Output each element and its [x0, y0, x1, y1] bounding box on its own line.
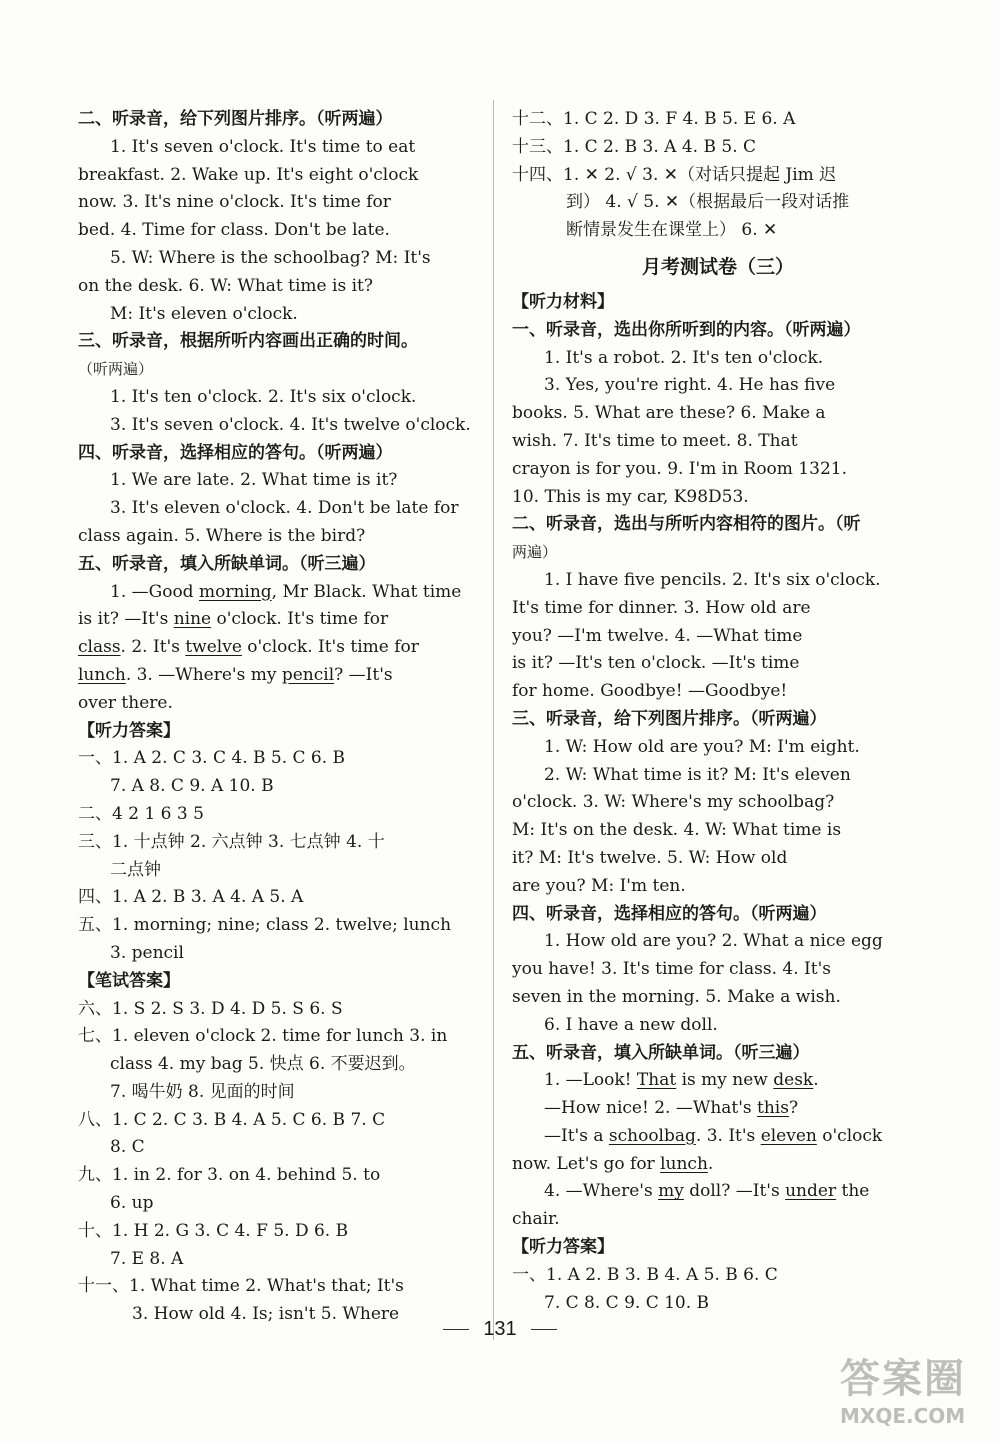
- right-line-9: 1. It's a robot. 2. It's ten o'clock.: [544, 347, 824, 368]
- right-line-16: 两遍）: [512, 543, 558, 562]
- left-line-13: 四、听录音，选择相应的答句。（听两遍）: [78, 442, 393, 463]
- left-line-11: 1. It's ten o'clock. 2. It's six o'clock.: [110, 386, 417, 407]
- right-line-29: 四、听录音，选择相应的答句。（听两遍）: [512, 903, 827, 924]
- left-line-2: 1. It's seven o'clock. It's time to eat: [110, 136, 416, 157]
- left-line-12: 3. It's seven o'clock. 4. It's twelve o'clock.: [110, 414, 471, 435]
- left-line-20: class. 2. It's twelve o'clock. It's time for: [78, 637, 419, 658]
- right-line-31: you have! 3. It's time for class. 4. It's: [512, 959, 831, 980]
- right-line-7: 【听力材料】: [512, 291, 614, 312]
- left-line-25: 7. A 8. C 9. A 10. B: [110, 776, 274, 797]
- left-line-14: 1. We are late. 2. What time is it?: [110, 470, 398, 491]
- left-line-37: 八、1. C 2. C 3. B 4. A 5. C 6. B 7. C: [78, 1109, 386, 1130]
- right-line-2: 十三、1. C 2. B 3. A 4. B 5. C: [512, 136, 757, 157]
- right-line-3: 十四、1. ✕ 2. √ 3. ✕（对话只提起 Jim 迟: [512, 164, 837, 185]
- right-line-19: you? —I'm twelve. 4. —What time: [512, 625, 803, 646]
- left-line-18: 1. —Good morning, Mr Black. What time: [110, 581, 462, 602]
- right-line-17: 1. I have five pencils. 2. It's six o'clock.: [544, 569, 881, 590]
- right-line-11: books. 5. What are these? 6. Make a: [512, 403, 826, 424]
- right-line-12: wish. 7. It's time to meet. 8. That: [512, 430, 798, 451]
- left-line-8: M: It's eleven o'clock.: [110, 303, 298, 324]
- left-line-3: breakfast. 2. Wake up. It's eight o'clock: [78, 164, 419, 185]
- right-line-30: 1. How old are you? 2. What a nice egg: [544, 931, 883, 952]
- left-line-6: 5. W: Where is the schoolbag? M: It's: [110, 247, 431, 268]
- right-line-13: crayon is for you. 9. I'm in Room 1321.: [512, 458, 847, 479]
- right-line-39: 4. —Where's my doll? —It's under the: [544, 1181, 870, 1202]
- left-line-41: 十、1. H 2. G 3. C 4. F 5. D 6. B: [78, 1220, 349, 1241]
- left-line-32: 【笔试答案】: [78, 970, 180, 991]
- left-line-35: class 4. my bag 5. 快点 6. 不要迟到。: [110, 1054, 416, 1075]
- right-line-8: 一、听录音，选出你所听到的内容。（听两遍）: [512, 319, 861, 340]
- left-line-28: 二点钟: [110, 859, 161, 880]
- page-number-text: 131: [483, 1318, 517, 1340]
- right-line-43: 7. C 8. C 9. C 10. B: [544, 1292, 710, 1313]
- right-line-21: for home. Goodbye! —Goodbye!: [512, 681, 788, 702]
- dash-left: [443, 1329, 469, 1330]
- left-line-43: 十一、1. What time 2. What's that; It's: [78, 1276, 404, 1297]
- left-line-5: bed. 4. Time for class. Don't be late.: [78, 220, 390, 241]
- left-line-10: （听两遍）: [78, 360, 154, 379]
- left-line-23: 【听力答案】: [78, 720, 180, 741]
- left-line-21: lunch. 3. —Where's my pencil? —It's: [78, 664, 393, 685]
- right-line-28: are you? M: I'm ten.: [512, 875, 686, 896]
- watermark-url: MXQE.COM: [840, 1404, 966, 1428]
- left-line-30: 五、1. morning; nine; class 2. twelve; lunch: [78, 915, 452, 936]
- left-line-29: 四、1. A 2. B 3. A 4. A 5. A: [78, 887, 304, 908]
- right-column: [512, 106, 924, 1317]
- left-line-31: 3. pencil: [110, 942, 184, 963]
- right-line-4: 到） 4. √ 5. ✕（根据最后一段对话推: [566, 192, 850, 213]
- left-line-44: 3. How old 4. Is; isn't 5. Where: [132, 1304, 400, 1325]
- right-line-5: 断情景发生在课堂上） 6. ✕: [566, 220, 778, 241]
- left-line-27: 三、1. 十点钟 2. 六点钟 3. 七点钟 4. 十: [78, 831, 385, 852]
- right-line-38: now. Let's go for lunch.: [512, 1153, 714, 1174]
- left-line-17: 五、听录音，填入所缺单词。（听三遍）: [78, 553, 376, 574]
- right-line-40: chair.: [512, 1209, 560, 1230]
- right-line-41: 【听力答案】: [512, 1237, 614, 1258]
- left-line-9: 三、听录音，根据所听内容画出正确的时间。: [78, 331, 418, 352]
- right-line-42: 一、1. A 2. B 3. B 4. A 5. B 6. C: [512, 1264, 778, 1285]
- right-line-34: 五、听录音，填入所缺单词。（听三遍）: [512, 1042, 810, 1063]
- right-line-10: 3. Yes, you're right. 4. He has five: [544, 375, 836, 396]
- right-line-1: 十二、1. C 2. D 3. F 4. B 5. E 6. A: [512, 109, 796, 129]
- left-line-42: 7. E 8. A: [110, 1248, 184, 1269]
- right-line-37: —It's a schoolbag. 3. It's eleven o'clock: [544, 1125, 883, 1146]
- right-line-36: —How nice! 2. —What's this?: [544, 1098, 799, 1119]
- right-line-15: 二、听录音，选出与所听内容相符的图片。（听: [512, 514, 861, 535]
- left-line-16: class again. 5. Where is the bird?: [78, 525, 366, 546]
- right-line-35: 1. —Look! That is my new desk.: [544, 1070, 819, 1091]
- left-line-19: is it? —It's nine o'clock. It's time for: [78, 609, 389, 630]
- right-line-6: 月考测试卷（三）: [641, 255, 794, 278]
- column-divider: [493, 100, 494, 1340]
- watermark: [840, 1347, 990, 1439]
- left-line-4: now. 3. It's nine o'clock. It's time for: [78, 192, 391, 213]
- left-line-38: 8. C: [110, 1137, 145, 1158]
- watermark-logo: 答案圈: [840, 1356, 966, 1402]
- right-line-18: It's time for dinner. 3. How old are: [512, 597, 811, 618]
- left-line-7: on the desk. 6. W: What time is it?: [78, 275, 373, 296]
- right-line-32: seven in the morning. 5. Make a wish.: [512, 986, 841, 1007]
- right-line-14: 10. This is my car, K98D53.: [512, 486, 749, 507]
- left-line-26: 二、4 2 1 6 3 5: [78, 803, 204, 824]
- page-number: [0, 1318, 1000, 1341]
- right-line-22: 三、听录音，给下列图片排序。（听两遍）: [512, 708, 827, 729]
- left-line-34: 七、1. eleven o'clock 2. time for lunch 3. in: [78, 1026, 448, 1047]
- right-line-26: M: It's on the desk. 4. W: What time is: [512, 820, 842, 841]
- right-line-20: is it? —It's ten o'clock. —It's time: [512, 653, 800, 674]
- right-line-23: 1. W: How old are you? M: I'm eight.: [544, 736, 860, 757]
- right-line-25: o'clock. 3. W: Where's my schoolbag?: [512, 792, 835, 813]
- left-line-22: over there.: [78, 692, 173, 713]
- left-line-1: 二、听录音，给下列图片排序。（听两遍）: [78, 109, 393, 129]
- dash-right: [531, 1329, 557, 1330]
- left-line-24: 一、1. A 2. C 3. C 4. B 5. C 6. B: [78, 748, 346, 769]
- left-line-39: 九、1. in 2. for 3. on 4. behind 5. to: [78, 1165, 381, 1186]
- right-line-33: 6. I have a new doll.: [544, 1014, 718, 1035]
- left-line-36: 7. 喝牛奶 8. 见面的时间: [110, 1081, 295, 1102]
- left-line-15: 3. It's eleven o'clock. 4. Don't be late for: [110, 498, 459, 519]
- right-line-27: it? M: It's twelve. 5. W: How old: [512, 847, 788, 868]
- left-line-40: 6. up: [110, 1193, 154, 1214]
- left-line-33: 六、1. S 2. S 3. D 4. D 5. S 6. S: [78, 998, 343, 1019]
- right-line-24: 2. W: What time is it? M: It's eleven: [544, 764, 851, 785]
- left-column: [78, 106, 480, 1329]
